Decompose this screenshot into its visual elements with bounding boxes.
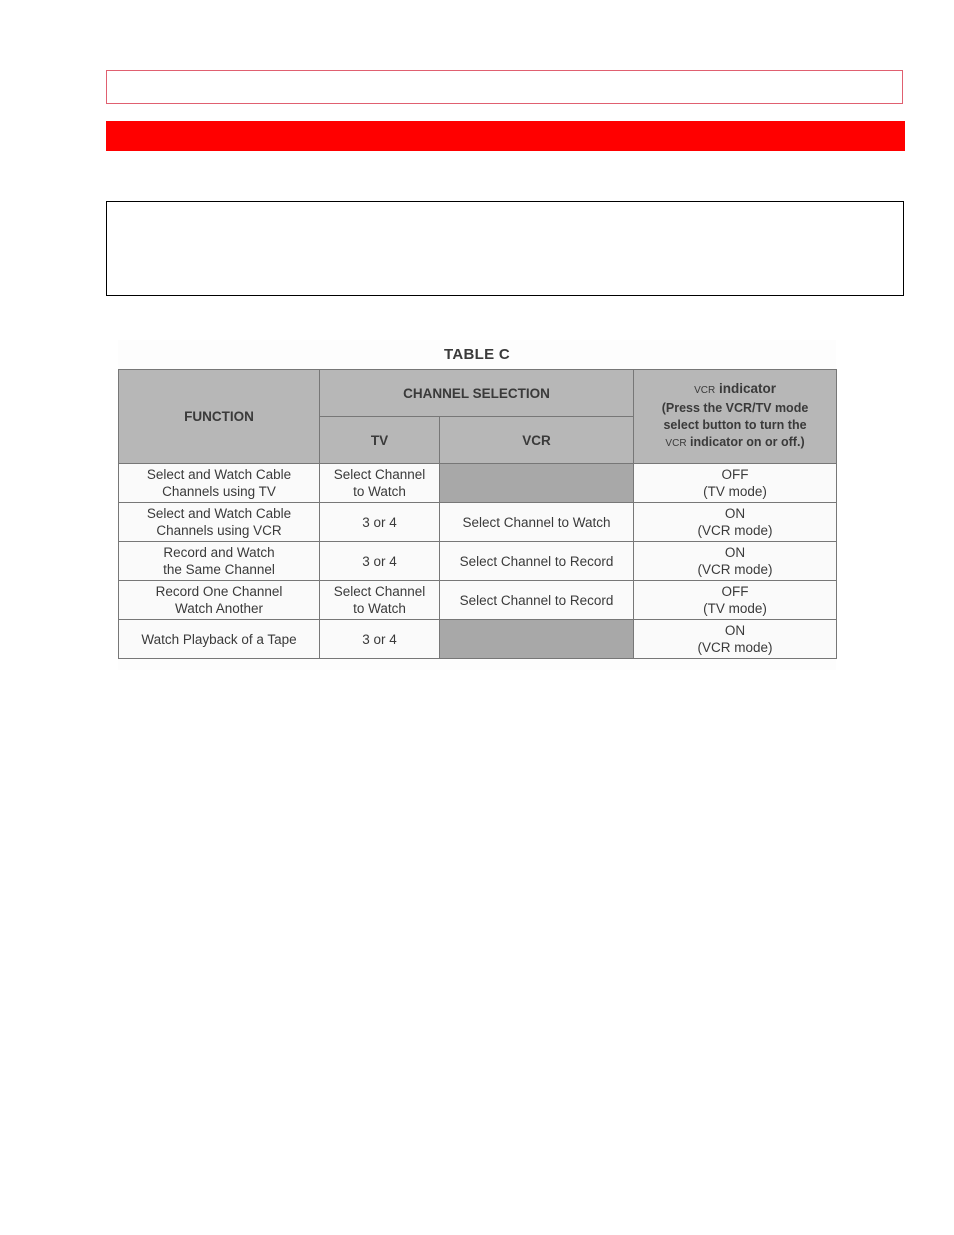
function-cell-line: Select and Watch Cable bbox=[146, 506, 292, 521]
function-cell-line: the Same Channel bbox=[163, 562, 275, 577]
function-cell bbox=[119, 503, 320, 542]
indicator-cell-line: (TV mode) bbox=[703, 601, 767, 616]
table-body bbox=[119, 464, 837, 659]
indicator-prefix: VCR bbox=[694, 385, 716, 396]
table-row bbox=[119, 581, 837, 620]
function-cell bbox=[119, 581, 320, 620]
indicator-cell bbox=[634, 503, 837, 542]
indicator-cell-line: ON bbox=[724, 506, 746, 521]
tv-cell-line: Select Channel bbox=[333, 467, 426, 482]
function-cell-line: Record One Channel bbox=[155, 584, 283, 599]
vcr-cell: Select Channel to Record bbox=[440, 542, 634, 581]
table-c-figure bbox=[118, 340, 836, 670]
tv-cell bbox=[320, 620, 440, 659]
indicator-cell bbox=[634, 620, 837, 659]
tv-cell bbox=[320, 581, 440, 620]
indicator-cell-line: (TV mode) bbox=[703, 484, 767, 499]
header-tv: TV bbox=[320, 417, 440, 464]
function-cell-line: Channels using TV bbox=[162, 484, 276, 499]
indicator-cell-line: ON bbox=[724, 545, 746, 560]
header-vcr: VCR bbox=[440, 417, 634, 464]
function-cell-line: Channels using VCR bbox=[156, 523, 282, 538]
indicator-note-2: select button to turn the bbox=[663, 418, 807, 432]
table-title: TABLE C bbox=[444, 346, 510, 363]
indicator-cell-line: (VCR mode) bbox=[697, 640, 773, 655]
function-cell-line: Watch Another bbox=[174, 601, 264, 616]
tv-cell-line: to Watch bbox=[353, 484, 406, 499]
tv-cell-line: Select Channel bbox=[333, 584, 426, 599]
table-row bbox=[119, 620, 837, 659]
function-cell bbox=[119, 464, 320, 503]
indicator-cell-line: OFF bbox=[721, 584, 749, 599]
vcr-cell: Select Channel to Watch bbox=[440, 503, 634, 542]
indicator-cell-line: ON bbox=[724, 623, 746, 638]
indicator-cell bbox=[634, 581, 837, 620]
indicator-cell-line: OFF bbox=[721, 467, 749, 482]
function-cell bbox=[119, 620, 320, 659]
function-cell bbox=[119, 542, 320, 581]
tv-cell-line: 3 or 4 bbox=[362, 553, 397, 569]
indicator-note-1: (Press the VCR/TV mode bbox=[661, 401, 809, 415]
table-row bbox=[119, 542, 837, 581]
section-red-bar bbox=[106, 121, 905, 151]
function-cell-line: Watch Playback of a Tape bbox=[141, 631, 297, 647]
tv-cell bbox=[320, 464, 440, 503]
tv-cell-line: 3 or 4 bbox=[362, 631, 397, 647]
indicator-cell bbox=[634, 542, 837, 581]
indicator-cell-line: (VCR mode) bbox=[697, 523, 773, 538]
indicator-note-3-prefix: VCR bbox=[665, 438, 687, 449]
function-cell-line: Record and Watch bbox=[163, 545, 275, 560]
function-cell-line: Select and Watch Cable bbox=[146, 467, 292, 482]
header-channel-selection: CHANNEL SELECTION bbox=[320, 370, 634, 417]
indicator-cell-line: (VCR mode) bbox=[697, 562, 773, 577]
vcr-cell bbox=[440, 620, 634, 659]
tv-cell-line: 3 or 4 bbox=[362, 514, 397, 530]
header-indicator bbox=[634, 370, 837, 464]
vcr-cell bbox=[440, 464, 634, 503]
header-outline-bar bbox=[106, 70, 903, 104]
channel-table bbox=[118, 369, 837, 659]
vcr-cell: Select Channel to Record bbox=[440, 581, 634, 620]
tv-cell bbox=[320, 542, 440, 581]
indicator-label: indicator bbox=[718, 381, 776, 396]
table-row bbox=[119, 503, 837, 542]
table-row bbox=[119, 464, 837, 503]
header-function: FUNCTION bbox=[119, 370, 320, 464]
indicator-note-3: indicator on or off.) bbox=[690, 435, 805, 449]
tv-cell bbox=[320, 503, 440, 542]
indicator-cell bbox=[634, 464, 837, 503]
note-box bbox=[106, 201, 904, 296]
tv-cell-line: to Watch bbox=[353, 601, 406, 616]
